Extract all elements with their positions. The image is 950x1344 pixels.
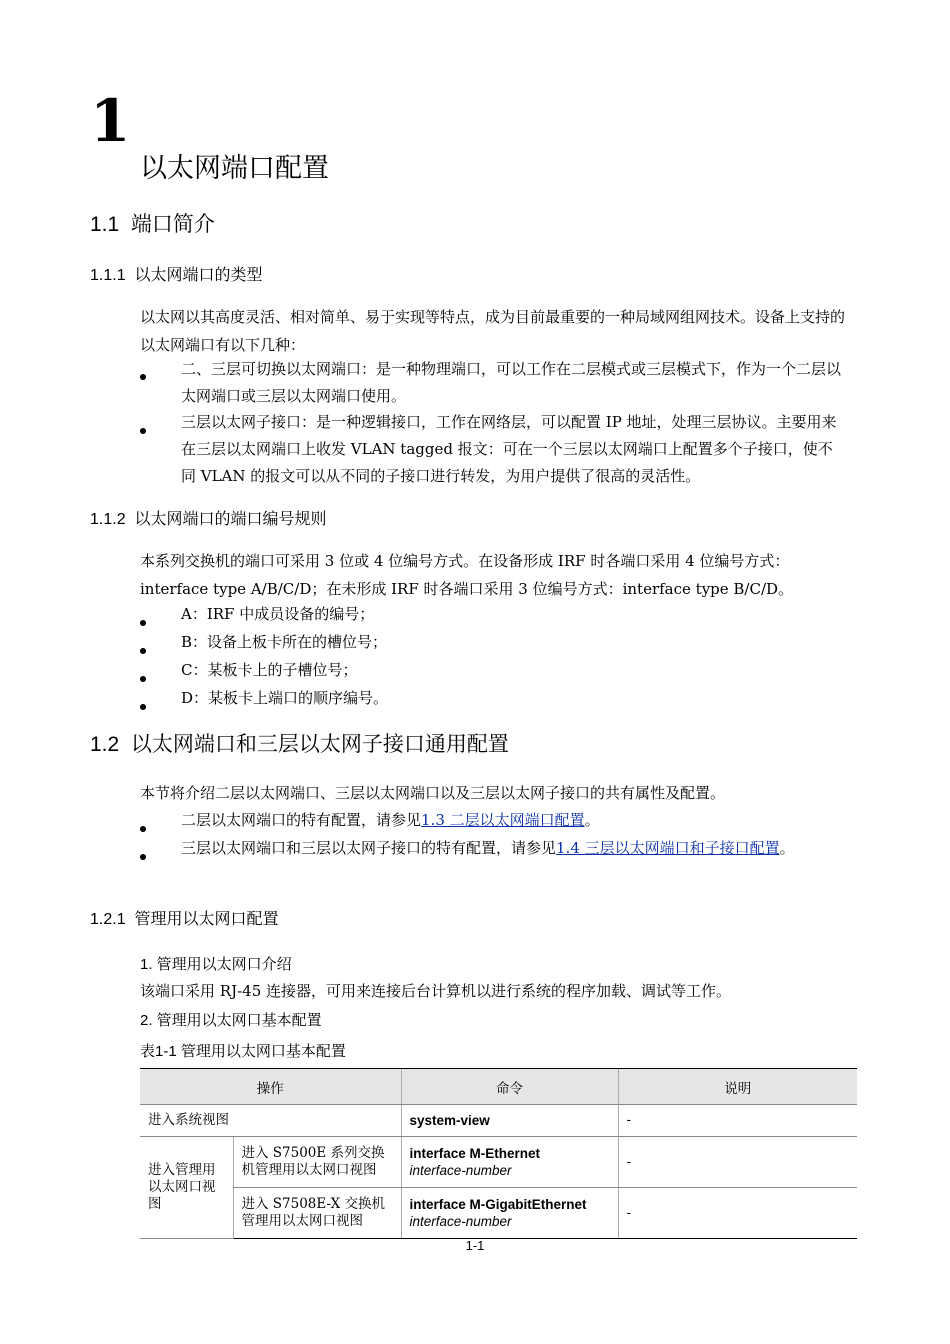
- list-item: [181, 835, 847, 862]
- cross-reference-link[interactable]: 1.4 三层以太网端口和子接口配置: [556, 839, 780, 857]
- section-1-1-2-heading: [90, 506, 327, 529]
- list-item-text: 三层以太网端口和三层以太网子接口的特有配置，请参见: [181, 839, 557, 857]
- subsection-heading: 1. 管理用以太网口介绍: [140, 956, 292, 973]
- section-title: 管理用以太网口配置: [134, 911, 279, 928]
- section-title: 端口简介: [130, 213, 215, 236]
- bullet-icon: [140, 620, 146, 626]
- list-item-text: 二层以太网端口的特有配置，请参见: [181, 811, 422, 829]
- table-cell-command: [401, 1105, 618, 1137]
- section-title: 以太网端口的类型: [134, 267, 263, 284]
- table-caption: 表1-1 管理用以太网口基本配置: [140, 1043, 346, 1060]
- command-argument: interface-number: [409, 1163, 512, 1178]
- table-row: [140, 1188, 857, 1239]
- section-number: 1.1: [90, 213, 120, 236]
- section-title: 以太网端口的端口编号规则: [134, 511, 327, 528]
- bullet-icon: [140, 826, 146, 832]
- table-header-row: [140, 1069, 857, 1105]
- list-item-end: 。: [779, 839, 795, 857]
- list-item: C：某板卡上的子槽位号；: [181, 661, 358, 679]
- table-cell-operation: 进入系统视图: [140, 1105, 401, 1137]
- bullet-icon: [140, 374, 146, 380]
- table-cell-command: [401, 1188, 618, 1239]
- table-row: [140, 1137, 857, 1188]
- paragraph: 本节将介绍二层以太网端口、三层以太网端口以及三层以太网子接口的共有属性及配置。: [140, 784, 726, 802]
- list-item: 三层以太网子接口：是一种逻辑接口，工作在网络层，可以配置 IP 地址，处理三层协议。主要用来在三层以太网端口上收发 VLAN tagged 报文：可在一个三层以太网端口上配置多个子接口，使不同 VLAN 的报文可以从不同的子接口进行转发，为用户提供了很高的灵活性。: [181, 413, 837, 485]
- list-item: A：IRF 中成员设备的编号；: [181, 605, 375, 623]
- table-cell-note: -: [618, 1137, 857, 1188]
- chapter-title: 以太网端口配置: [140, 153, 329, 184]
- config-table: [140, 1068, 857, 1239]
- bullet-icon: [140, 704, 146, 710]
- bullet-icon: [140, 854, 146, 860]
- section-1-1-heading: [90, 208, 215, 238]
- command-argument: interface-number: [409, 1214, 512, 1229]
- section-title: 以太网端口和三层以太网子接口通用配置: [130, 733, 509, 756]
- subsection-heading: 2. 管理用以太网口基本配置: [140, 1012, 322, 1029]
- section-number: 1.1.1: [90, 267, 126, 284]
- table-cell-note: -: [618, 1188, 857, 1239]
- list-item-end: 。: [584, 811, 600, 829]
- table-cell-group: 进入管理用以太网口视图: [140, 1137, 233, 1239]
- table-cell-operation: 进入 S7508E-X 交换机管理用以太网口视图: [233, 1188, 401, 1239]
- section-number: 1.1.2: [90, 511, 126, 528]
- cross-reference-link[interactable]: 1.3 二层以太网端口配置: [421, 811, 585, 829]
- command-keyword: interface M-Ethernet: [409, 1146, 541, 1161]
- page-number: 1-1: [465, 1238, 485, 1253]
- command-keyword: system-view: [409, 1113, 490, 1128]
- list-item: D：某板卡上端口的顺序编号。: [181, 689, 389, 707]
- section-1-2-1-heading: [90, 906, 279, 929]
- command-keyword: interface M-GigabitEthernet: [409, 1197, 587, 1212]
- list-item: [181, 807, 847, 834]
- table-cell-operation: 进入 S7500E 系列交换机管理用以太网口视图: [233, 1137, 401, 1188]
- list-item: B：设备上板卡所在的槽位号；: [181, 633, 388, 651]
- section-1-2-heading: [90, 728, 509, 758]
- list-item: 二、三层可切换以太网端口：是一种物理端口，可以工作在二层模式或三层模式下，作为一个二层以太网端口或三层以太网端口使用。: [181, 360, 842, 405]
- paragraph: 该端口采用 RJ-45 连接器，可用来连接后台计算机以进行系统的程序加载、调试等工作。: [140, 982, 732, 1000]
- paragraph: 以太网以其高度灵活、相对简单、易于实现等特点，成为目前最重要的一种局域网组网技术。设备上支持的以太网端口有以下几种：: [140, 308, 846, 354]
- table-header: 说明: [618, 1069, 857, 1105]
- section-number: 1.2.1: [90, 911, 126, 928]
- table-cell-note: -: [618, 1105, 857, 1137]
- section-number: 1.2: [90, 733, 120, 756]
- table-row: [140, 1105, 857, 1137]
- bullet-icon: [140, 648, 146, 654]
- table-header: 命令: [401, 1069, 618, 1105]
- chapter-number: 1: [90, 87, 131, 155]
- bullet-icon: [140, 428, 146, 434]
- table-header: 操作: [140, 1069, 401, 1105]
- section-1-1-1-heading: [90, 262, 263, 285]
- bullet-icon: [140, 676, 146, 682]
- table-cell-command: [401, 1137, 618, 1188]
- paragraph: 本系列交换机的端口可采用 3 位或 4 位编号方式。在设备形成 IRF 时各端口采用 4 位编号方式：interface type A/B/C/D；在未形成 IRF 时各端口采用 3 位编号方式：interface type B/C/D。: [140, 552, 794, 598]
